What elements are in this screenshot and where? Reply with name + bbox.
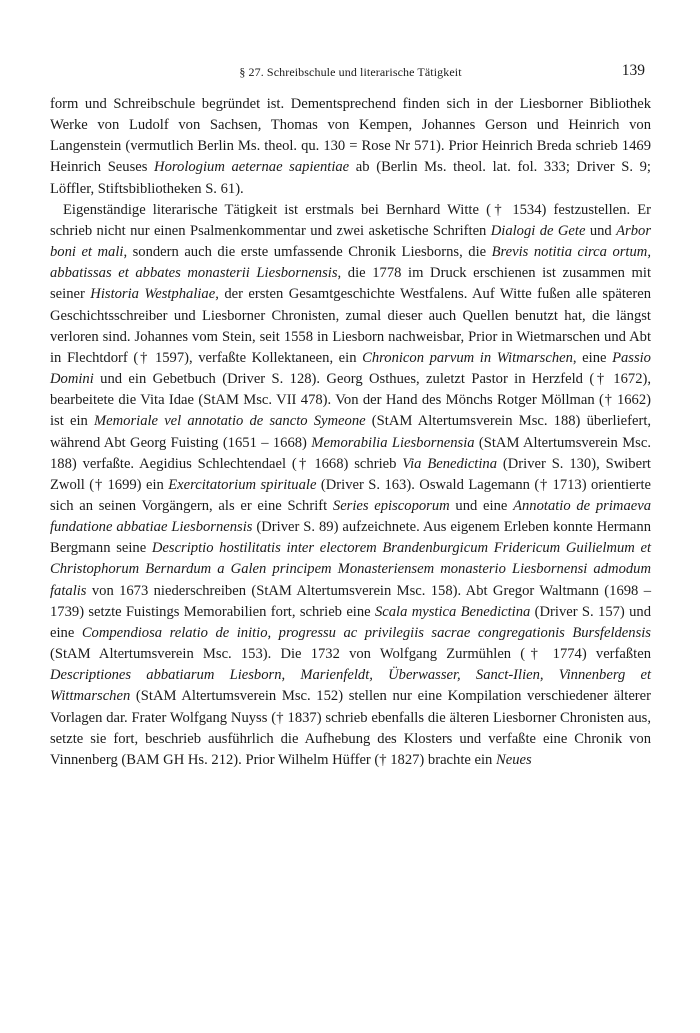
italic-title: Brevis notitia circa ortum, abbatissas et abbates monasterii Liesbornensis [50,244,651,282]
italic-title: Descriptio hostilitatis inter electorem Brandenburgicum Fridericum Guilielmum et Christophorum Bernardum a Galen principem Monasteriensem monasterio Liesbornensi admodum fatalis [50,540,651,599]
italic-title: Dialogi de Gete [490,222,586,239]
italic-title: Historia Westphaliae [90,286,216,303]
text-run: und [585,222,617,239]
text-run: (Driver S. 89) aufzeichnete. Aus eigenem Erleben konnte Hermann Bergmann seine [50,519,651,557]
paragraph [50,94,651,200]
italic-title: Arbor boni et mali [50,222,651,261]
text-run: und eine [449,497,514,514]
italic-title: Exercitatorium spirituale [168,476,317,493]
text-run: von 1673 niederschreiben (StAM Altertumsverein Msc. 158). Abt Gregor Waltmann (1698 – 1739) setzte Fuistings Memorabilien fort, schrieb eine [50,582,651,620]
text-run: und ein Gebetbuch (Driver S. 128). Georg Osthues, zuletzt Pastor in Herzfeld († 1672), bearbeitete die Vita Idae (StAM Msc. VII 478). Von der Hand des Mönchs Rotger Möllman († 1662) ist ein [50,371,651,430]
page-number: 139 [621,62,645,79]
text-run: (Driver S. 157) und eine [50,603,652,641]
text-run: (StAM Altertumsverein Msc. 188) überliefert, während Abt Georg Fuisting (1651 – 1668) [50,413,652,451]
text-run: Eigenständige literarische Tätigkeit ist erstmals bei Bernhard Witte († 1534) festzustellen. Er schrieb nicht nur einen Psalmenkommentar und zwei asketische Schriften [50,201,651,239]
italic-title: Passio Domini [50,349,651,388]
italic-title: Neues [496,751,532,768]
italic-title: Memoriale vel annotatio de sancto Symeone [93,413,366,430]
text-run: , die 1778 im Druck erschienen ist zusammen mit seiner [50,265,652,303]
italic-title: Via Benedictina [402,455,498,472]
text-run: , der ersten Gesamtgeschichte Westfalens. Auf Witte fußen alle späteren Geschichtsschreiber und Liesborner Chronisten, zumal dieser auch Quellen benutzt hat, die längst verloren sind. Johannes vom Stein, seit 1558 in Liesborn nachweisbar, Prior in Wietmarschen und Abt in Flechtdorf († 1597), verfaßte Kollektaneen, ein [50,286,651,366]
text-run: , eine [572,349,613,366]
italic-title: Series episcoporum [332,497,450,514]
running-header [50,62,651,82]
text-run: ab (Berlin Ms. theol. lat. fol. 333; Driver S. 9; Löffler, Stiftsbibliotheken S. 61). [50,159,651,197]
italic-title: Scala mystica Benedictina [374,603,531,620]
italic-title: Annotatio de primaeva fundatione abbatiae Liesbornensis [50,497,651,536]
text-run: (Driver S. 130), Swibert Zwoll († 1699) ein [50,455,651,493]
text-run: , sondern auch die erste umfassende Chronik Liesborns, die [123,244,492,261]
body-text [50,94,651,771]
italic-title: Memorabilia Liesbornensia [311,434,475,451]
italic-title: Compendiosa relatio de initio, progressu ac privilegiis sacrae congregationis Bursfeldensis [81,624,651,641]
italic-title: Horologium aeternae sapientiae [154,159,350,176]
paragraph [50,200,651,771]
text-run: (Driver S. 163). Oswald Lagemann († 1713) orientierte sich an seinen Vorgängern, als er eine Schrift [50,476,651,514]
running-title: § 27. Schreibschule und literarische Tätigkeit [239,65,462,79]
text-run: (StAM Altertumsverein Msc. 188) verfaßte. Aegidius Schlechtendael († 1668) schrieb [50,434,651,472]
text-run: (StAM Altertumsverein Msc. 153). Die 1732 von Wolfgang Zurmühlen († 1774) verfaßten [50,646,651,663]
italic-title: Chronicon parvum in Witmarschen [362,349,573,366]
text-run: form und Schreibschule begründet ist. Dementsprechend finden sich in der Liesborner Bibliothek Werke von Ludolf von Sachsen, Thomas von Kempen, Johannes Gerson und Heinrich von Langenstein (vermutlich Berlin Ms. theol. qu. 130 = Rose Nr 571). Prior Heinrich Breda schrieb 1469 Heinrich Seuses [50,96,651,176]
text-run: (StAM Altertumsverein Msc. 152) stellen nur eine Kompilation verschiedener älterer Vorlagen dar. Frater Wolfgang Nuyss († 1837) schrieb ebenfalls die älteren Liesborner Chronisten aus, setzte sie fort, beschrieb ausführlich die Aufhebung des Klosters und verfaßte eine Chronik von Vinnenberg (BAM GH Hs. 212). Prior Wilhelm Hüffer († 1827) brachte ein [50,688,651,768]
italic-title: Descriptiones abbatiarum Liesborn, Marienfeldt, Überwasser, Sanct-Ilien, Vinnenberg et Wittmarschen [50,667,651,705]
